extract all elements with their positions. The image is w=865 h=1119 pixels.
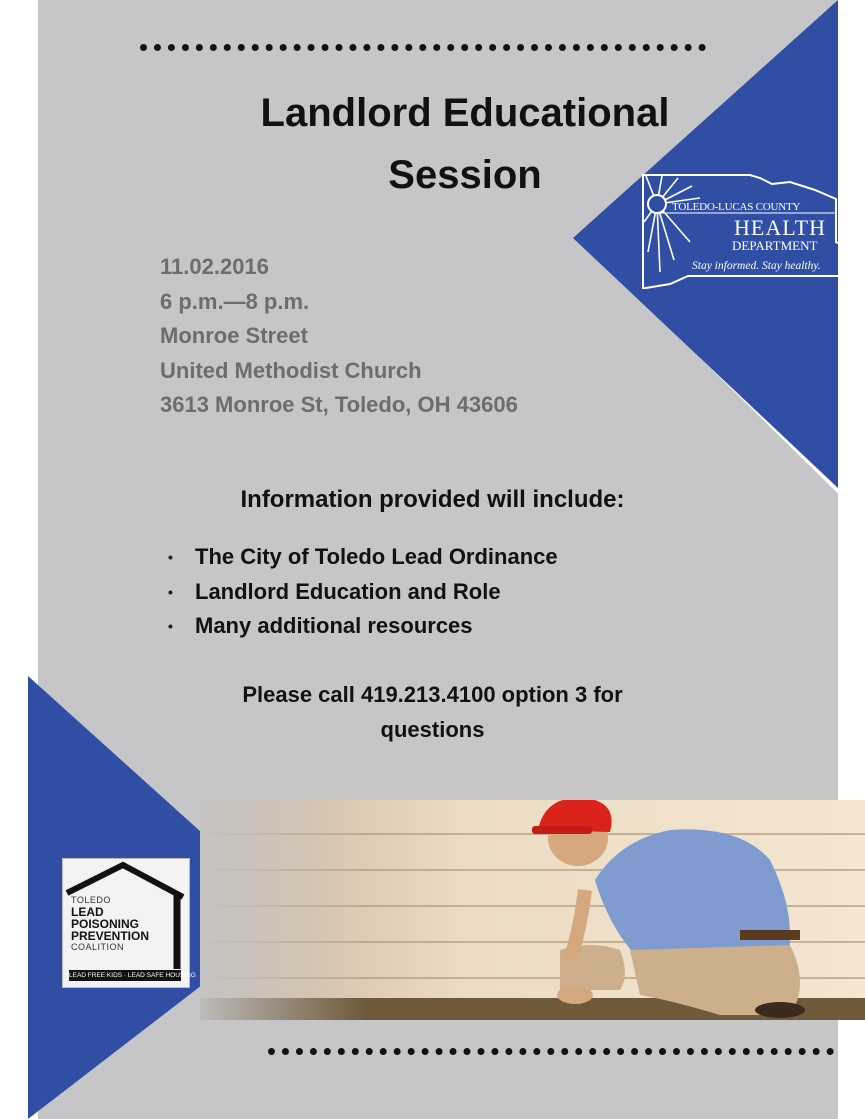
contact-callout xyxy=(200,678,665,747)
call-line-1: Please call 419.213.4100 option 3 for xyxy=(242,682,623,707)
lead-logo-line-2: LEAD xyxy=(71,905,104,919)
venue-address: 3613 Monroe St, Toledo, OH 43606 xyxy=(160,392,518,417)
event-time: 6 p.m.—8 p.m. xyxy=(160,288,310,314)
health-logo-tagline: Stay informed. Stay healthy. xyxy=(692,260,821,272)
health-department-logo xyxy=(640,172,840,290)
bottom-dotted-rule xyxy=(268,1048,834,1055)
title-line-1: Landlord Educational xyxy=(260,91,670,135)
list-item: • The City of Toledo Lead Ordinance xyxy=(168,540,558,575)
call-line-2: questions xyxy=(380,716,485,742)
info-list xyxy=(168,540,558,644)
lead-logo-line-5: COALITION xyxy=(71,942,125,952)
health-logo-name: HEALTH xyxy=(734,215,826,240)
lead-logo-line-4: PREVENTION xyxy=(71,929,150,943)
list-item: • Landlord Education and Role xyxy=(168,575,558,610)
top-dotted-rule xyxy=(140,44,706,51)
venue-line-2: United Methodist Church xyxy=(160,357,422,383)
health-logo-county: TOLEDO-LUCAS COUNTY xyxy=(672,201,801,213)
lead-coalition-logo xyxy=(62,858,196,988)
event-date: 11.02.2016 xyxy=(160,254,269,279)
worker-photo xyxy=(200,800,865,1020)
title-line-2: Session xyxy=(388,153,542,197)
health-logo-dept: DEPARTMENT xyxy=(732,238,818,253)
list-item: • Many additional resources xyxy=(168,609,558,644)
lead-logo-line-1: TOLEDO xyxy=(71,895,111,905)
venue-line-1: Monroe Street xyxy=(160,323,308,348)
lead-logo-line-3: POISONING xyxy=(71,917,140,931)
info-heading-text: Information provided will include: xyxy=(240,486,625,513)
lead-logo-tagline: LEAD FREE KIDS · LEAD SAFE HOUSING xyxy=(69,972,196,979)
info-heading xyxy=(0,486,865,514)
event-details xyxy=(160,250,518,423)
